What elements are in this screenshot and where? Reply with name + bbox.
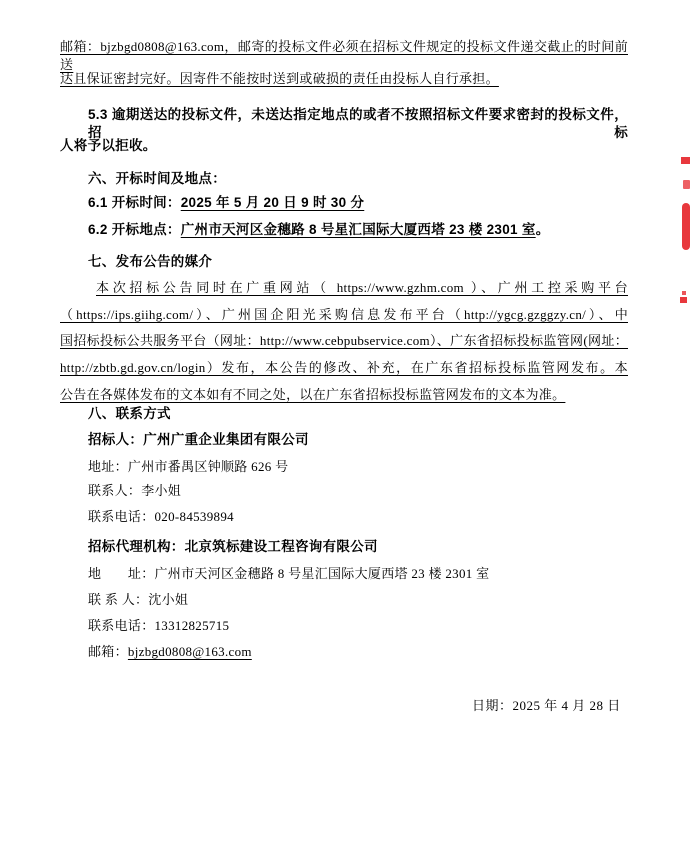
agency-email-label: 邮箱： <box>88 644 128 659</box>
open-place-line <box>60 221 628 241</box>
section6-heading: 六、开标时间及地点： <box>88 171 226 186</box>
document-date: 日期：2025 年 4 月 28 日 <box>472 698 621 713</box>
open-time-line <box>60 194 628 214</box>
tenderer-title: 招标人：广州广重企业集团有限公司 <box>88 432 309 447</box>
agency-address: 地 址：广州市天河区金穗路 8 号星汇国际大厦西塔 23 楼 2301 室 <box>88 566 490 581</box>
media-paragraph-line4: http://zbtb.gd.gov.cn/login）发布，本公告的修改、补充，在广东省招标投标监管网发布。本 <box>60 360 628 375</box>
open-place-label: 6.2 开标地点： <box>88 222 181 237</box>
media-paragraph-line1: 本次招标公告同时在广重网站（ https://www.gzhm.com ）、广州工控采购平台 <box>96 280 628 295</box>
section8-heading: 八、联系方式 <box>88 406 171 421</box>
section7-heading: 七、发布公告的媒介 <box>88 254 213 269</box>
agency-email-line <box>60 643 628 663</box>
open-time-label: 6.1 开标时间： <box>88 195 181 210</box>
mail-paragraph-line2: 达且保证密封完好。因寄件不能按时送到或破损的责任由投标人自行承担。 <box>60 71 499 86</box>
clause-5-3-line1: 5.3 逾期送达的投标文件，未送达指定地点的或者不按照招标文件要求密封的投标文件，招标 <box>88 107 628 140</box>
media-paragraph-line5: 公告在各媒体发布的文本如有不同之处，以在广东省招标投标监管网发布的文本为准。 <box>60 387 566 402</box>
open-time-value: 2025 年 5 月 20 日 9 时 30 分 <box>180 195 365 210</box>
tenderer-address: 地址：广州市番禺区钟顺路 626 号 <box>88 459 289 474</box>
agency-contact: 联 系 人：沈小姐 <box>88 592 189 607</box>
tenderer-phone: 联系电话：020-84539894 <box>88 509 234 524</box>
open-place-suffix: 。 <box>535 222 550 237</box>
agency-title: 招标代理机构：北京筑标建设工程咨询有限公司 <box>88 539 378 554</box>
red-stamp-fragment-5 <box>680 297 687 303</box>
red-stamp-fragment-1 <box>681 157 690 164</box>
red-stamp-fragment-2 <box>683 180 690 189</box>
agency-email-value: bjzbgd0808@163.com <box>127 644 252 659</box>
red-stamp-fragment-3 <box>682 203 690 250</box>
open-place-value: 广州市天河区金穗路 8 号星汇国际大厦西塔 23 楼 2301 室 <box>180 222 536 237</box>
media-paragraph-line3: 国招标投标公共服务平台（网址：http://www.cebpubservice.com）、广东省招标投标监管网(网址： <box>60 333 628 348</box>
red-stamp-fragment-4 <box>682 291 686 295</box>
tenderer-contact: 联系人：李小姐 <box>88 483 182 498</box>
clause-5-3-line2: 人将予以拒收。 <box>60 138 157 153</box>
media-paragraph-line2: （https://ips.giihg.com/）、广州国企阳光采购信息发布平台（http://ygcg.gzggzy.cn/）、中 <box>60 307 628 322</box>
agency-phone: 联系电话：13312825715 <box>88 618 230 633</box>
mail-paragraph-line1: 邮箱：bjzbgd0808@163.com，邮寄的投标文件必须在招标文件规定的投标文件递交截止的时间前送 <box>60 39 628 72</box>
